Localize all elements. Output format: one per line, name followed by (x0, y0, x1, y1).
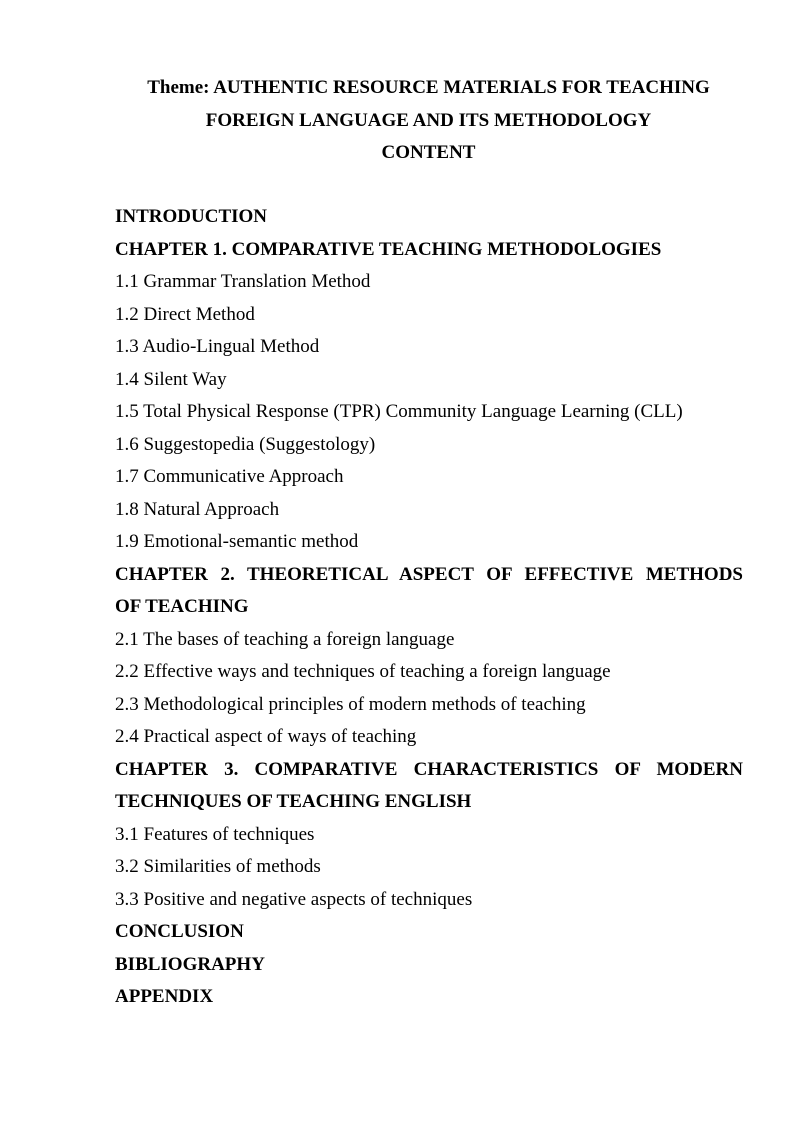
toc-item-1-3: 1.3 Audio-Lingual Method (115, 336, 320, 357)
toc-introduction: INTRODUCTION (115, 206, 268, 227)
toc-chapter-1-title: CHAPTER 1. COMPARATIVE TEACHING METHODOLOGIES (115, 238, 662, 260)
toc-bibliography: BIBLIOGRAPHY (115, 953, 265, 975)
toc-item-2-3: 2.3 Methodological principles of modern methods of teaching (115, 693, 586, 715)
toc-item-1-4: 1.4 Silent Way (115, 368, 227, 390)
toc-item-1-8: 1.8 Natural Approach (115, 498, 280, 520)
toc-chapter-3-title-line-2: TECHNIQUES OF TEACHING ENGLISH (115, 791, 472, 812)
toc-item-2-1: 2.1 The bases of teaching a foreign language (115, 628, 455, 650)
toc-item-1-2: 1.2 Direct Method (115, 303, 255, 325)
table-of-contents (115, 201, 743, 1014)
toc-chapter-2-title-line-2: OF TEACHING (115, 596, 249, 617)
toc-item-1-7: 1.7 Communicative Approach (115, 466, 344, 487)
content-heading: CONTENT (381, 142, 476, 163)
toc-item-3-2: 3.2 Similarities of methods (115, 856, 321, 877)
toc-item-1-1: 1.1 Grammar Translation Method (115, 271, 371, 292)
toc-item-2-4: 2.4 Practical aspect of ways of teaching (115, 726, 417, 747)
toc-chapter-2-title-line-1: CHAPTER 2. THEORETICAL ASPECT OF EFFECTIVE METHODS (115, 563, 743, 585)
toc-appendix: APPENDIX (115, 986, 214, 1007)
theme-title-line-2: FOREIGN LANGUAGE AND ITS METHODOLOGY (205, 109, 652, 131)
toc-item-1-9: 1.9 Emotional-semantic method (115, 531, 359, 552)
toc-item-3-1: 3.1 Features of techniques (115, 823, 315, 845)
toc-item-1-6: 1.6 Suggestopedia (Suggestology) (115, 433, 376, 455)
toc-item-2-2: 2.2 Effective ways and techniques of teaching a foreign language (115, 661, 611, 682)
toc-conclusion: CONCLUSION (115, 921, 244, 942)
toc-item-1-5: 1.5 Total Physical Response (TPR) Community Language Learning (CLL) (115, 401, 683, 422)
toc-chapter-3-title-line-1: CHAPTER 3. COMPARATIVE CHARACTERISTICS OF MODERN (115, 758, 743, 780)
theme-title-line-1: Theme: AUTHENTIC RESOURCE MATERIALS FOR TEACHING (147, 77, 710, 98)
toc-item-3-3: 3.3 Positive and negative aspects of techniques (115, 888, 473, 910)
document-header (0, 72, 800, 170)
